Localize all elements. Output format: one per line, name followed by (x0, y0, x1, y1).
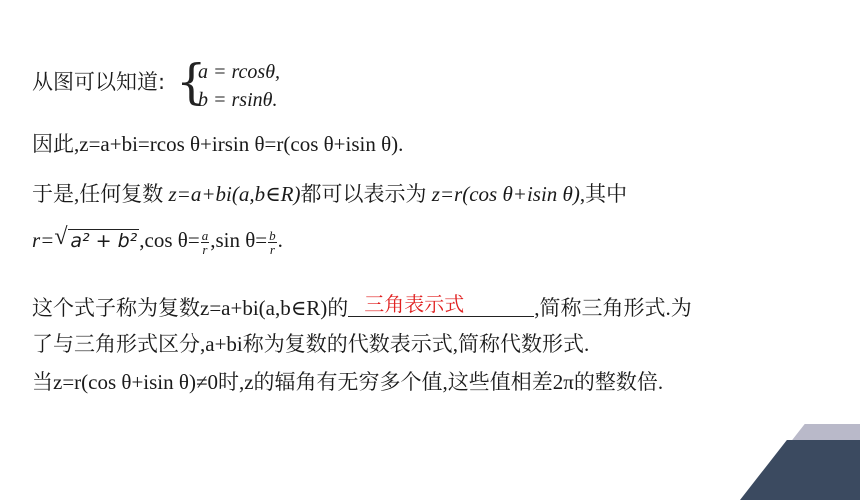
radicand: a² + b² (70, 230, 138, 252)
answer-blank[interactable] (348, 294, 534, 317)
cos-numerator: a (201, 227, 209, 243)
cos-label: ,cos θ= (139, 228, 200, 252)
answer-text: 三角表示式 (364, 292, 465, 316)
argument-note: 当z=r(cos θ+isin θ)≠0时,z的辐角有无穷多个值,这些值相差2π的整数倍. (32, 370, 664, 394)
statement-part1: 于是,任何复数 (32, 182, 169, 206)
corner-decoration-dark (740, 440, 860, 500)
any-complex-statement (32, 178, 627, 208)
algebraic-form-line: 了与三角形式区分,a+bi称为复数的代数表示式,简称代数形式. (32, 332, 590, 356)
definition-suffix: ,简称三角形式.为 (534, 296, 692, 320)
cos-denominator: r (202, 241, 208, 257)
trig-expr: z=r(cos θ+isin θ) (431, 182, 580, 206)
trig-derivation: 因此,z=a+bi=rcos θ+irsin θ=r(cos θ+isin θ). (32, 132, 404, 156)
equation-a: a = rcosθ, (198, 61, 281, 83)
definition-line (32, 292, 692, 322)
definition-prefix: 这个式子称为复数z=a+bi(a,b∈R)的 (32, 296, 349, 320)
cos-fraction (201, 229, 210, 256)
sin-numerator: b (269, 227, 276, 243)
equation-b: b = rsinθ. (198, 89, 278, 111)
formula-end: . (277, 228, 283, 252)
sqrt-expression (54, 224, 139, 253)
modulus-formula (32, 224, 283, 257)
sin-label: ,sin θ= (210, 228, 268, 252)
intro-prefix: 从图可以知道: (32, 70, 166, 94)
sin-fraction (268, 229, 277, 256)
radical-icon: √ (54, 224, 68, 250)
algebraic-expr: z=a+bi(a,b∈R) (168, 182, 301, 206)
statement-part3: ,其中 (579, 182, 628, 206)
intro-text (32, 66, 165, 96)
r-equals: r= (32, 228, 55, 252)
left-brace: { (176, 54, 207, 110)
sin-denominator: r (269, 241, 275, 257)
statement-part2: 都可以表示为 (300, 182, 432, 206)
